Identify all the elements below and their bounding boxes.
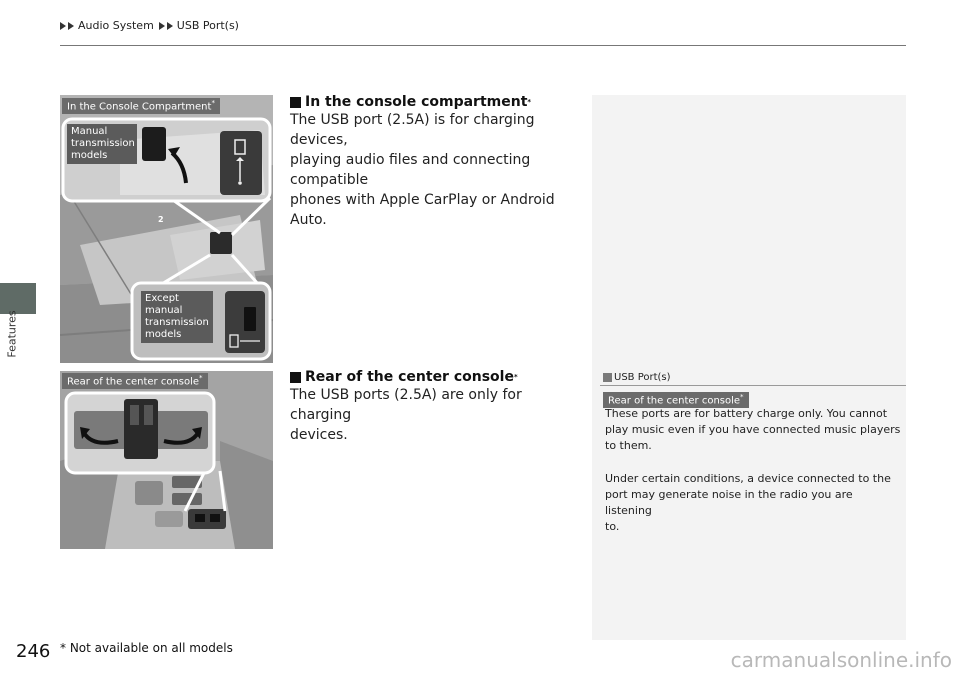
breadcrumb-arrow-icon: [60, 22, 66, 30]
footnote-mark: *: [740, 393, 744, 401]
page-number: 246: [16, 641, 51, 662]
breadcrumb-item-audio-system[interactable]: Audio System: [78, 19, 154, 32]
footnote-mark: *: [211, 99, 215, 107]
watermark: carmanualsonline.info: [730, 648, 952, 672]
section-body-console: [290, 110, 580, 230]
section-heading-rear: [290, 369, 518, 385]
body-line: The USB ports (2.5A) are only for charging: [290, 387, 522, 423]
rear-console-photo: [60, 371, 273, 549]
footnote-mark: *: [527, 98, 532, 106]
section-heading-console: [290, 94, 531, 110]
note-divider: [600, 385, 906, 386]
except-manual-callout: Except manual transmission models: [141, 291, 213, 343]
note-line: to them.: [605, 439, 652, 452]
note-line: port may generate noise in the radio you are listening: [605, 488, 853, 517]
note-title-text: USB Port(s): [614, 372, 671, 383]
note-paragraph-2: [605, 471, 901, 535]
chapter-label-text: Features: [5, 310, 19, 358]
body-line: devices.: [290, 427, 348, 443]
manual-transmission-callout: Manual transmission models: [67, 124, 137, 164]
section-heading-text: Rear of the center console: [305, 369, 514, 385]
section-heading-text: In the console compartment: [305, 94, 528, 110]
rear-photo-tag-text: Rear of the center console: [67, 376, 200, 388]
breadcrumb: [60, 19, 239, 32]
note-paragraph-1: [605, 406, 901, 454]
heading-square-icon: [290, 372, 301, 383]
port-number-label: 2: [158, 215, 164, 224]
heading-square-icon: [290, 97, 301, 108]
body-line: playing audio files and connecting compatible: [290, 152, 531, 188]
note-tag-text: Rear of the center console: [608, 395, 741, 407]
section-body-rear: [290, 385, 580, 445]
note-line: These ports are for battery charge only. You cannot: [605, 407, 888, 420]
note-marker-icon: [603, 373, 612, 382]
footnote-mark: *: [199, 374, 203, 382]
breadcrumb-arrow-icon: [68, 22, 74, 30]
notes-panel: [592, 95, 906, 640]
header-divider: [60, 45, 906, 46]
breadcrumb-arrow-icon: [167, 22, 173, 30]
footnote: * Not available on all models: [60, 641, 233, 655]
note-title: [603, 372, 671, 383]
body-line: The USB port (2.5A) is for charging devices,: [290, 112, 535, 148]
breadcrumb-arrow-icon: [159, 22, 165, 30]
chapter-label: [4, 300, 20, 368]
note-line: Under certain conditions, a device connected to the: [605, 472, 891, 485]
rear-console-illustration: [60, 371, 273, 549]
console-photo-tag: [62, 98, 220, 114]
body-line: phones with Apple CarPlay or Android Auto.: [290, 192, 555, 228]
note-line: to.: [605, 520, 620, 533]
rear-photo-tag: [62, 373, 208, 389]
note-line: play music even if you have connected music players: [605, 423, 901, 436]
footnote-mark: *: [513, 373, 518, 381]
breadcrumb-item-usb-ports[interactable]: USB Port(s): [176, 19, 239, 32]
console-photo-tag-text: In the Console Compartment: [67, 101, 212, 113]
